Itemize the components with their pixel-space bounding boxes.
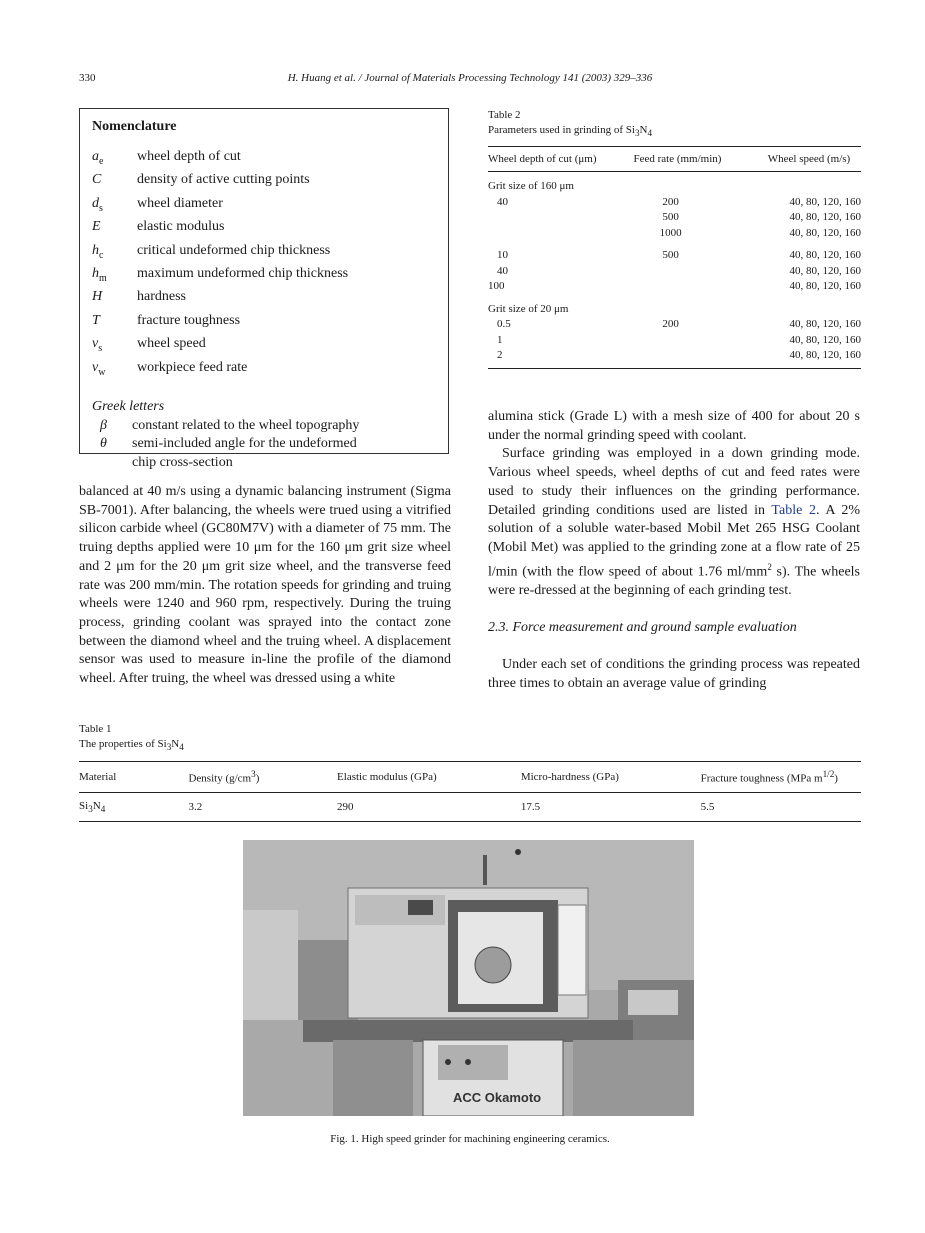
nomenclature-desc: maximum undeformed chip thickness: [137, 265, 349, 281]
greek-symbol: β: [100, 417, 107, 433]
table-cell: 40, 80, 120, 160: [789, 333, 861, 346]
figure-photo: [243, 840, 694, 1116]
table-row: [488, 333, 861, 349]
nomenclature-desc: density of active cutting points: [137, 172, 310, 188]
table-row: [488, 210, 861, 226]
table-cell: 40, 80, 120, 160: [789, 318, 861, 331]
table-cell: 2: [488, 348, 633, 368]
table-cell: [488, 226, 633, 242]
table-row: [488, 195, 861, 211]
superscript: 2: [767, 561, 772, 572]
table-cell: 40, 80, 120, 160: [768, 348, 861, 368]
left-column: [79, 483, 451, 689]
table-2-header: Feed rate (mm/min): [633, 147, 767, 172]
table-2-header: Wheel depth of cut (μm): [488, 147, 633, 172]
table-1-caption: The properties of $Si_3N_4$: [79, 738, 184, 753]
nomenclature-symbol: E: [92, 219, 101, 235]
table-cell: 40: [497, 195, 508, 208]
table-cell: 290: [337, 792, 521, 821]
nomenclature-desc: wheel speed: [137, 336, 206, 352]
table-cell: 40, 80, 120, 160: [789, 195, 861, 208]
nomenclature-item: [92, 265, 436, 288]
right-paragraph-1: alumina stick (Grade L) with a mesh size of 400 for about 20 s under the normal grinding speed with coolant.: [488, 409, 860, 443]
left-paragraph: balanced at 40 m/s using a dynamic balancing instrument (Sigma SB-7001). After balancing, the wheels were trued using a vitrified silicon carbide wheel (GC80M7V) with a diameter of 75 mm. The truing depths applied were 10 μm for the 160 μm grit size wheel and 2 μm for the 20 μm grit size wheel, and the transverse feed rate was 200 mm/min. The rotation speeds for grinding and truing wheels were 1240 and 960 rpm, respectively. During the truing process, grinding coolant was sprayed into the contact zone between the diamond wheel and the truing wheel. A displacement sensor was used to measure in-line the profile of the diamond wheel. After truing, the wheel was dressed using a white: [79, 484, 451, 687]
nomenclature-symbol: $v_s$: [92, 336, 103, 354]
table-cell: 100: [488, 280, 505, 293]
table-cell: 500: [662, 211, 679, 224]
table-cell: [633, 279, 767, 295]
nomenclature-title: Nomenclature: [92, 119, 177, 134]
table-cell: 1: [497, 333, 503, 346]
text-span: Surface grinding was employed in a down grinding mode. Various wheel speeds, wheel depths of cut and feed rates were used to study their influences on the grinding performance. Detailed grinding conditions used are listed in: [488, 446, 860, 518]
table-cell: 17.5: [521, 792, 701, 821]
greek-desc: semi-included angle for the undeformed: [132, 436, 357, 452]
table-group-row: [488, 172, 861, 195]
table-group-label: Grit size of 160 μm: [488, 180, 574, 193]
table-1: [79, 722, 861, 822]
nomenclature-desc: wheel diameter: [137, 195, 223, 211]
nomenclature-item: [92, 148, 436, 171]
table-group-label: Grit size of 20 μm: [488, 302, 569, 315]
nomenclature-item: [92, 242, 436, 265]
text-span: s). The wheels were re-dressed at the beginning of each grinding test.: [488, 564, 861, 598]
nomenclature-item: [92, 288, 436, 311]
table-1-header: Material: [79, 762, 188, 793]
table-row: [488, 279, 861, 295]
nomenclature-item: [92, 359, 436, 382]
nomenclature-list: [92, 148, 436, 382]
table-cell: [488, 210, 633, 226]
table-cell: 40, 80, 120, 160: [789, 264, 861, 277]
nomenclature-desc: workpiece feed rate: [137, 359, 248, 375]
table-1-header: Density $(g/cm^3)$: [188, 762, 337, 793]
nomenclature-desc: wheel depth of cut: [137, 149, 241, 164]
right-paragraph-3: Under each set of conditions the grinding process was repeated three times to obtain an average value of grinding: [488, 657, 860, 692]
greek-symbol: θ: [100, 436, 107, 452]
table-cell: 500: [662, 249, 679, 262]
right-column: [488, 408, 860, 694]
table-1-grid: [79, 761, 861, 822]
greek-item: [92, 435, 436, 454]
greek-letters-list: [92, 417, 436, 473]
table-cell: 5.5: [701, 792, 861, 821]
table-cell: 40: [497, 264, 508, 277]
nomenclature-symbol: $h_c$: [92, 242, 104, 261]
figure-brand-text: ACC Okamoto: [453, 1090, 542, 1105]
table-group-row: [488, 295, 861, 318]
table-1-header: Fracture toughness (MPa $m^{1/2}$): [701, 762, 861, 793]
nomenclature-desc: hardness: [137, 289, 186, 305]
table-1-header: Elastic modulus (GPa): [337, 762, 521, 793]
table-cell: 40, 80, 120, 160: [789, 226, 861, 239]
nomenclature-item: [92, 335, 436, 358]
page-number: 330: [79, 72, 96, 84]
nomenclature-symbol: $h_m$: [92, 265, 107, 284]
nomenclature-item: [92, 312, 436, 335]
table-cell: [633, 348, 767, 368]
nomenclature-item: [92, 195, 436, 218]
grinder-illustration: [243, 840, 694, 1116]
table-2: [488, 108, 861, 369]
table-cell: 1000: [659, 226, 682, 239]
table-cell: 200: [662, 318, 679, 331]
table-cell: 40, 80, 120, 160: [789, 211, 861, 224]
table-cell: $Si_3N_4$: [79, 792, 188, 821]
nomenclature-symbol: C: [92, 172, 102, 188]
table-2-caption: Parameters used in grinding of $Si_3N_4$: [488, 124, 653, 139]
greek-desc: constant related to the wheel topography: [132, 417, 360, 433]
table-cell: 40, 80, 120, 160: [789, 249, 861, 262]
table-2-header: Wheel speed (m/s): [768, 147, 861, 172]
table-row: [488, 317, 861, 333]
section-heading: 2.3. Force measurement and ground sample evaluation: [488, 619, 797, 635]
table-cell: 10: [497, 249, 508, 262]
nomenclature-desc: critical undeformed chip thickness: [137, 242, 331, 258]
right-paragraph-2: [488, 445, 860, 600]
table-row: [79, 792, 861, 821]
nomenclature-desc: fracture toughness: [137, 312, 241, 328]
nomenclature-symbol: $a_e$: [92, 149, 104, 167]
table-2-grid: [488, 146, 861, 369]
table-row: [488, 241, 861, 264]
table-cell: 40, 80, 120, 160: [789, 280, 861, 293]
table-cell: [633, 333, 767, 349]
nomenclature-symbol: H: [92, 289, 103, 305]
table-cell: [633, 264, 767, 280]
nomenclature-item: [92, 171, 436, 194]
table-cell: 0.5: [497, 318, 511, 331]
nomenclature-symbol: $v_w$: [92, 359, 106, 378]
table-cell: 200: [662, 195, 679, 208]
greek-item: [92, 417, 436, 436]
greek-letters-title: Greek letters: [92, 398, 165, 414]
figure-caption: Fig. 1. High speed grinder for machining engineering ceramics.: [330, 1133, 610, 1145]
table-row: [488, 264, 861, 280]
greek-item: [92, 454, 436, 473]
nomenclature-symbol: T: [92, 312, 100, 328]
table-1-header: Micro-hardness (GPa): [521, 762, 701, 793]
table-row: [488, 226, 861, 242]
nomenclature-item: [92, 218, 436, 241]
greek-symbol: [92, 454, 132, 473]
nomenclature-symbol: $d_s$: [92, 195, 103, 214]
table-2-link[interactable]: Table 2: [771, 502, 816, 518]
text-span: . A 2% solution of a soluble water-based Mobil Met 265 HSG Coolant (Mobil Met) was applied to the grinding zone at a flow rate of 25 l/min (with the flow speed of about 1.76 ml/mm: [488, 502, 860, 580]
table-1-label: Table 1: [79, 723, 112, 735]
table-cell: 3.2: [188, 792, 337, 821]
table-2-label: Table 2: [488, 109, 521, 121]
table-row: [488, 348, 861, 368]
nomenclature-box: [79, 108, 449, 470]
greek-desc: chip cross-section: [132, 454, 233, 470]
running-title: H. Huang et al. / Journal of Materials Processing Technology 141 (2003) 329–336: [287, 72, 653, 84]
nomenclature-desc: elastic modulus: [137, 219, 225, 235]
